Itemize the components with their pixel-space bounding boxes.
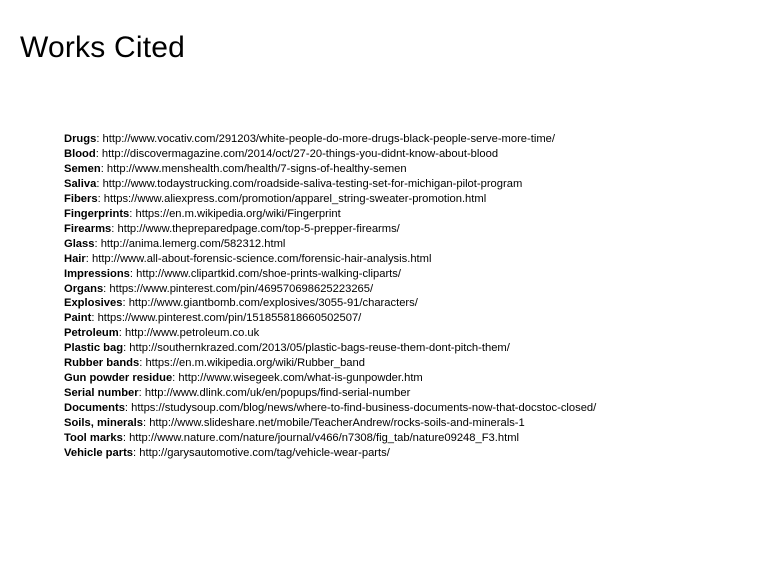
- reference-item: Soils, minerals: http://www.slideshare.net/mobile/TeacherAndrew/rocks-soils-and-minerals-1: [64, 417, 525, 430]
- reference-url: http://www.thepreparedpage.com/top-5-prepper-firearms/: [117, 222, 400, 235]
- reference-label: Tool marks: [64, 432, 123, 445]
- reference-label: Petroleum: [64, 327, 119, 340]
- reference-url: http://www.clipartkid.com/shoe-prints-walking-cliparts/: [136, 267, 401, 280]
- reference-item: Paint: https://www.pinterest.com/pin/151855818660502507/: [64, 312, 362, 325]
- reference-label: Paint: [64, 312, 92, 325]
- reference-label: Drugs: [64, 133, 97, 145]
- reference-url: http://www.slideshare.net/mobile/TeacherAndrew/rocks-soils-and-minerals-1: [149, 417, 525, 430]
- reference-label: Firearms: [64, 222, 112, 235]
- reference-item: Fingerprints: https://en.m.wikipedia.org/wiki/Fingerprint: [64, 207, 341, 220]
- reference-url: https://en.m.wikipedia.org/wiki/Fingerprint: [135, 207, 341, 220]
- reference-item: Drugs: http://www.vocativ.com/291203/white-people-do-more-drugs-black-people-serve-more-time/: [64, 133, 555, 145]
- reference-label: Rubber bands: [64, 357, 140, 370]
- reference-item: Vehicle parts: http://garysautomotive.com/tag/vehicle-wear-parts/: [64, 447, 390, 460]
- reference-item: Glass: http://anima.lemerg.com/582312.html: [64, 237, 286, 250]
- reference-item: Semen: http://www.menshealth.com/health/7-signs-of-healthy-semen: [64, 162, 407, 175]
- reference-url: http://www.giantbomb.com/explosives/3055-91/characters/: [128, 297, 418, 310]
- reference-label: Saliva: [64, 177, 97, 190]
- reference-item: Explosives: http://www.giantbomb.com/explosives/3055-91/characters/: [64, 297, 418, 310]
- reference-url: http://www.petroleum.co.uk: [124, 327, 260, 340]
- slide-title: Works Cited: [20, 31, 186, 64]
- reference-url: https://www.pinterest.com/pin/469570698625223265/: [109, 282, 374, 295]
- reference-item: Impressions: http://www.clipartkid.com/shoe-prints-walking-cliparts/: [64, 267, 401, 280]
- reference-label: Documents: [64, 402, 125, 415]
- reference-url: http://www.menshealth.com/health/7-signs-of-healthy-semen: [106, 162, 407, 175]
- reference-item: Organs: https://www.pinterest.com/pin/469570698625223265/: [64, 282, 374, 295]
- reference-label: Explosives: [64, 297, 123, 310]
- reference-url: http://anima.lemerg.com/582312.html: [100, 237, 286, 250]
- reference-url: http://discovermagazine.com/2014/oct/27-20-things-you-didnt-know-about-blood: [101, 147, 499, 160]
- reference-list: [64, 132, 754, 461]
- reference-item: Petroleum: http://www.petroleum.co.uk: [64, 327, 260, 340]
- reference-item: Serial number: http://www.dlink.com/uk/en/popups/find-serial-number: [64, 387, 411, 400]
- reference-item: Blood: http://discovermagazine.com/2014/oct/27-20-things-you-didnt-know-about-blood: [64, 147, 499, 160]
- reference-item: Hair: http://www.all-about-forensic-science.com/forensic-hair-analysis.html: [64, 252, 432, 265]
- reference-item: Gun powder residue: http://www.wisegeek.com/what-is-gunpowder.htm: [64, 372, 423, 385]
- reference-url: https://www.aliexpress.com/promotion/apparel_string-sweater-promotion.html: [103, 192, 487, 205]
- reference-label: Blood: [64, 147, 96, 160]
- reference-label: Impressions: [64, 267, 130, 280]
- reference-label: Semen: [64, 162, 101, 175]
- reference-label: Organs: [64, 282, 104, 295]
- reference-label: Vehicle parts: [64, 447, 134, 460]
- reference-url: http://southernkrazed.com/2013/05/plastic-bags-reuse-them-dont-pitch-them/: [129, 342, 510, 355]
- reference-item: Rubber bands: https://en.m.wikipedia.org/wiki/Rubber_band: [64, 357, 365, 370]
- reference-url: http://www.dlink.com/uk/en/popups/find-serial-number: [144, 387, 411, 400]
- reference-item: Firearms: http://www.thepreparedpage.com/top-5-prepper-firearms/: [64, 222, 400, 235]
- reference-item: Documents: https://studysoup.com/blog/news/where-to-find-business-documents-now-that-docstoc-closed/: [64, 402, 597, 415]
- reference-label: Fingerprints: [64, 207, 130, 220]
- reference-item: Saliva: http://www.todaystrucking.com/roadside-saliva-testing-set-for-michigan-pilot-program: [64, 177, 523, 190]
- reference-url: http://www.todaystrucking.com/roadside-saliva-testing-set-for-michigan-pilot-program: [102, 177, 523, 190]
- reference-label: Glass: [64, 237, 95, 250]
- reference-url: http://www.all-about-forensic-science.com/forensic-hair-analysis.html: [91, 252, 432, 265]
- reference-label: Serial number: [64, 387, 139, 400]
- reference-url: http://www.nature.com/nature/journal/v466/n7308/fig_tab/nature09248_F3.html: [129, 432, 520, 445]
- reference-url: https://studysoup.com/blog/news/where-to-find-business-documents-now-that-docstoc-closed/: [131, 402, 597, 415]
- reference-url: http://garysautomotive.com/tag/vehicle-wear-parts/: [139, 447, 390, 460]
- reference-url: https://en.m.wikipedia.org/wiki/Rubber_band: [145, 357, 365, 370]
- reference-label: Fibers: [64, 192, 98, 205]
- reference-url: http://www.vocativ.com/291203/white-people-do-more-drugs-black-people-serve-more-time/: [102, 133, 555, 145]
- reference-item: Plastic bag: http://southernkrazed.com/2013/05/plastic-bags-reuse-them-dont-pitch-them/: [64, 342, 510, 355]
- reference-label: Gun powder residue: [64, 372, 173, 385]
- reference-item: Tool marks: http://www.nature.com/nature/journal/v466/n7308/fig_tab/nature09248_F3.html: [64, 432, 520, 445]
- reference-url: https://www.pinterest.com/pin/151855818660502507/: [97, 312, 362, 325]
- reference-label: Plastic bag: [64, 342, 124, 355]
- reference-url: http://www.wisegeek.com/what-is-gunpowder.htm: [178, 372, 423, 385]
- reference-label: Soils, minerals: [64, 417, 143, 430]
- reference-label: Hair: [64, 252, 86, 265]
- reference-item: Fibers: https://www.aliexpress.com/promotion/apparel_string-sweater-promotion.html: [64, 192, 487, 205]
